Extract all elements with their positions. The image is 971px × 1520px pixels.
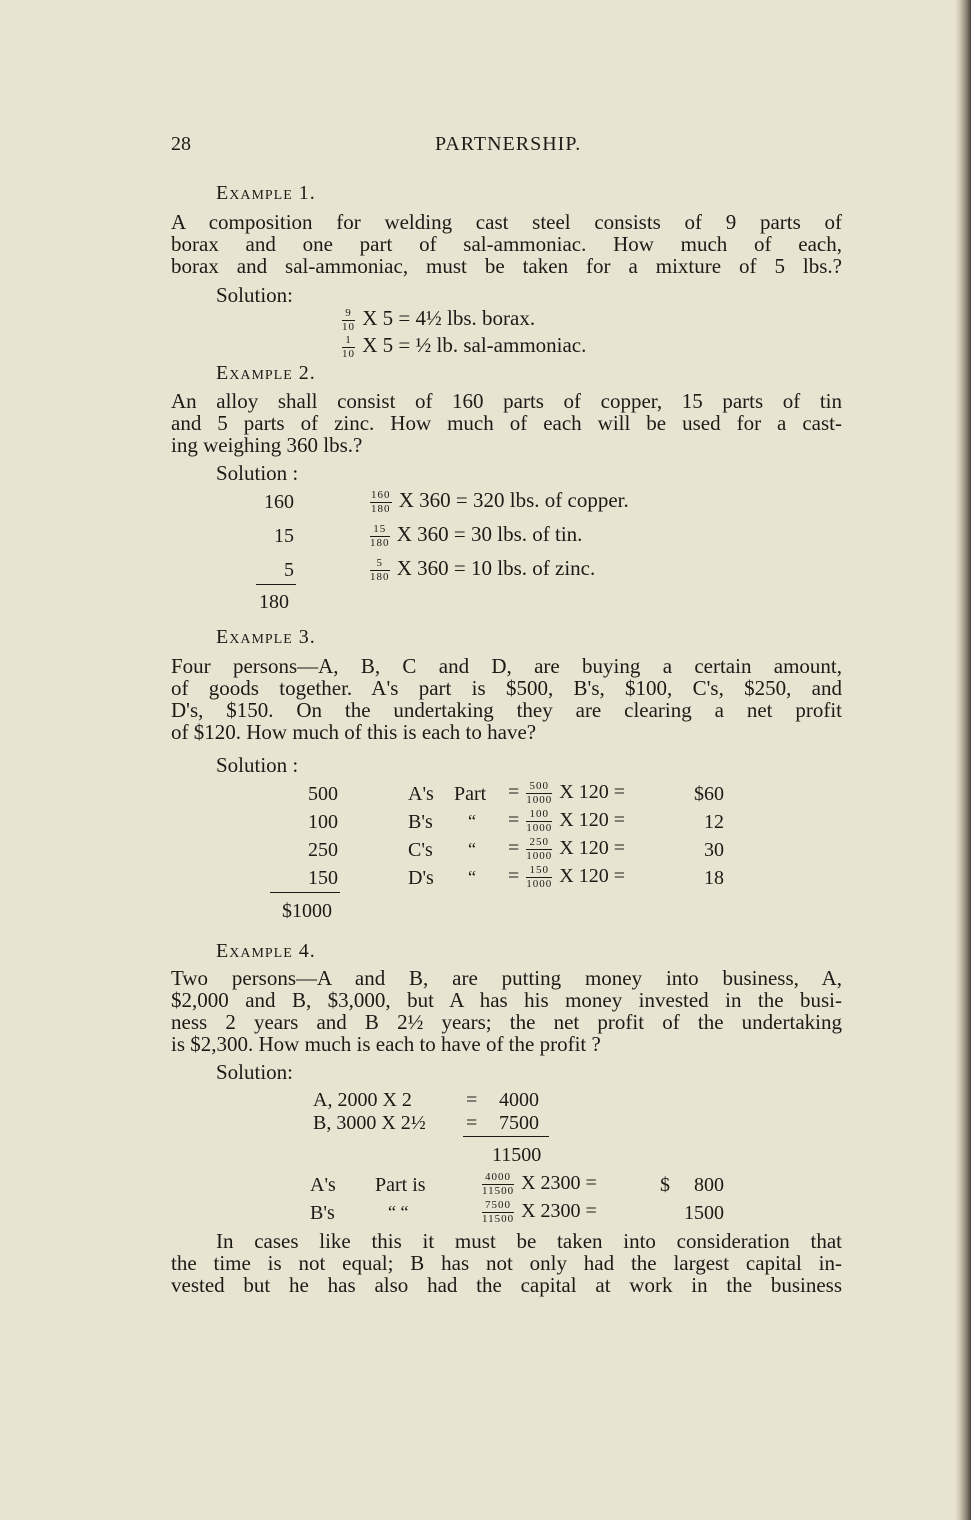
ex3-left-3: 250 <box>308 839 338 861</box>
ex2-row-1 <box>368 488 629 515</box>
page-number: 28 <box>171 133 191 155</box>
example-4-heading: Example 4. <box>216 940 316 962</box>
fraction: $\frac{7500}{11500}$ <box>482 1199 515 1225</box>
ex3-left-2: 100 <box>308 811 338 833</box>
ex1-row-1 <box>340 306 535 333</box>
ex2-total: 180 <box>259 591 289 613</box>
ex4-share-1-label: Part is <box>375 1174 426 1196</box>
ex3-calc-1: = $\frac{500}{1000}$ X 120 = <box>508 780 626 806</box>
ex4-calc-1-expr: A, 2000 X 2 <box>313 1089 412 1111</box>
ex4-share-2-label: “ “ <box>388 1202 409 1222</box>
fraction: $\frac{160}{180}$ <box>371 488 391 515</box>
closing-line-3: vested but he has also had the capital at work in the business <box>171 1273 842 1297</box>
ex4-sum-rule <box>463 1136 549 1137</box>
ex3-label-4: “ <box>468 867 476 887</box>
ex3-who-2: B's <box>408 811 433 833</box>
ex4-share-1-currency: $ <box>660 1174 670 1196</box>
example-2-heading: Example 2. <box>216 362 316 384</box>
fraction: $\frac{9}{10}$ <box>342 306 355 333</box>
ex2-row-3 <box>368 556 595 583</box>
ex1-line-3: borax and sal-ammoniac, must be taken for a mixture of 5 lbs.? <box>171 254 842 278</box>
ex3-result-3: 30 <box>704 839 724 861</box>
ex4-share-2-result: 1500 <box>684 1202 724 1224</box>
ex4-calc-2-expr: B, 3000 X 2½ <box>313 1112 426 1134</box>
ex3-line-2: of goods together. A's part is $500, B's, $100, C's, $250, and <box>171 676 842 700</box>
fraction: $\frac{5}{180}$ <box>370 556 390 583</box>
ex2-line-3: ing weighing 360 lbs.? <box>171 433 363 457</box>
ex4-share-1-result: 800 <box>694 1174 724 1196</box>
ex1-row-2 <box>340 333 586 360</box>
ex3-sum-rule <box>270 892 340 893</box>
ex1-line-1: A composition for welding cast steel consists of 9 parts of <box>171 210 842 234</box>
ex3-total: $1000 <box>282 900 332 922</box>
ex4-sum: 11500 <box>492 1144 542 1166</box>
ex3-label-2: “ <box>468 811 476 831</box>
ex2-sum-rule <box>256 584 296 585</box>
ex3-who-4: D's <box>408 867 434 889</box>
ex1-row-1-expr: X 5 = 4½ lbs. borax. <box>362 306 536 330</box>
ex3-calc-4: = $\frac{150}{1000}$ X 120 = <box>508 864 626 890</box>
ex4-line-4: is $2,300. How much is each to have of the profit ? <box>171 1032 601 1056</box>
ex3-result-1: $60 <box>694 783 724 805</box>
example-3-heading: Example 3. <box>216 626 316 648</box>
ex4-share-2-who: B's <box>310 1202 335 1224</box>
ex3-label-1: Part <box>454 783 487 805</box>
ex2-row-2-expr: X 360 = 30 lbs. of tin. <box>396 522 583 546</box>
ex3-line-4: of $120. How much of this is each to have? <box>171 720 537 744</box>
ex2-row-3-expr: X 360 = 10 lbs. of zinc. <box>396 556 596 580</box>
fraction: $\frac{250}{1000}$ <box>526 836 553 862</box>
running-title: PARTNERSHIP. <box>435 133 582 155</box>
ex3-result-4: 18 <box>704 867 724 889</box>
ex4-calc-1-val: 4000 <box>499 1089 539 1111</box>
ex1-line-2: borax and one part of sal-ammoniac. How much of each, <box>171 232 842 256</box>
ex2-solution-label: Solution : <box>216 461 299 485</box>
ex2-row-2 <box>368 522 582 549</box>
ex2-row-1-expr: X 360 = 320 lbs. of copper. <box>398 488 629 512</box>
ex3-solution-label: Solution : <box>216 753 299 777</box>
ex4-calc-2-val: 7500 <box>499 1112 539 1134</box>
ex3-left-4: 150 <box>308 867 338 889</box>
ex3-line-3: D's, $150. On the undertaking they are clearing a net profit <box>171 698 842 722</box>
ex3-who-1: A's <box>408 783 434 805</box>
ex3-line-1: Four persons—A, B, C and D, are buying a certain amount, <box>171 654 842 678</box>
ex1-solution-label: Solution: <box>216 283 294 307</box>
ex2-left-3: 5 <box>284 559 294 581</box>
fraction: $\frac{500}{1000}$ <box>526 780 553 806</box>
ex3-calc-3: = $\frac{250}{1000}$ X 120 = <box>508 836 626 862</box>
fraction: $\frac{15}{180}$ <box>370 522 390 549</box>
ex4-share-1-who: A's <box>310 1174 336 1196</box>
fraction: $\frac{4000}{11500}$ <box>482 1171 515 1197</box>
ex4-solution-label: Solution: <box>216 1060 294 1084</box>
ex2-left-1: 160 <box>264 491 294 513</box>
ex4-line-2: $2,000 and B, $3,000, but A has his money invested in the busi- <box>171 988 842 1012</box>
closing-line-2: the time is not equal; B has not only had the largest capital in- <box>171 1251 842 1275</box>
ex2-line-1: An alloy shall consist of 160 parts of copper, 15 parts of tin <box>171 389 842 413</box>
fraction: $\frac{100}{1000}$ <box>526 808 553 834</box>
ex3-calc-2: = $\frac{100}{1000}$ X 120 = <box>508 808 626 834</box>
ex4-share-2-calc: $\frac{7500}{11500}$ X 2300 = <box>482 1199 597 1225</box>
closing-line-1: In cases like this it must be taken into consideration that <box>216 1229 842 1253</box>
ex2-line-2: and 5 parts of zinc. How much of each will be used for a cast- <box>171 411 842 435</box>
ex4-line-3: ness 2 years and B 2½ years; the net profit of the undertaking <box>171 1010 842 1034</box>
ex3-who-3: C's <box>408 839 433 861</box>
ex4-calc-2-eq: = <box>466 1112 478 1134</box>
ex1-row-2-expr: X 5 = ½ lb. sal-ammoniac. <box>362 333 587 357</box>
ex3-result-2: 12 <box>704 811 724 833</box>
page-edge-shadow <box>955 0 971 1520</box>
ex2-left-2: 15 <box>274 525 294 547</box>
example-1-heading: Example 1. <box>216 182 316 204</box>
fraction: $\frac{1}{10}$ <box>342 333 355 360</box>
ex3-left-1: 500 <box>308 783 338 805</box>
ex4-line-1: Two persons—A and B, are putting money into business, A, <box>171 966 842 990</box>
fraction: $\frac{150}{1000}$ <box>526 864 553 890</box>
ex3-label-3: “ <box>468 839 476 859</box>
ex4-calc-1-eq: = <box>466 1089 478 1111</box>
ex4-share-1-calc: $\frac{4000}{11500}$ X 2300 = <box>482 1171 597 1197</box>
